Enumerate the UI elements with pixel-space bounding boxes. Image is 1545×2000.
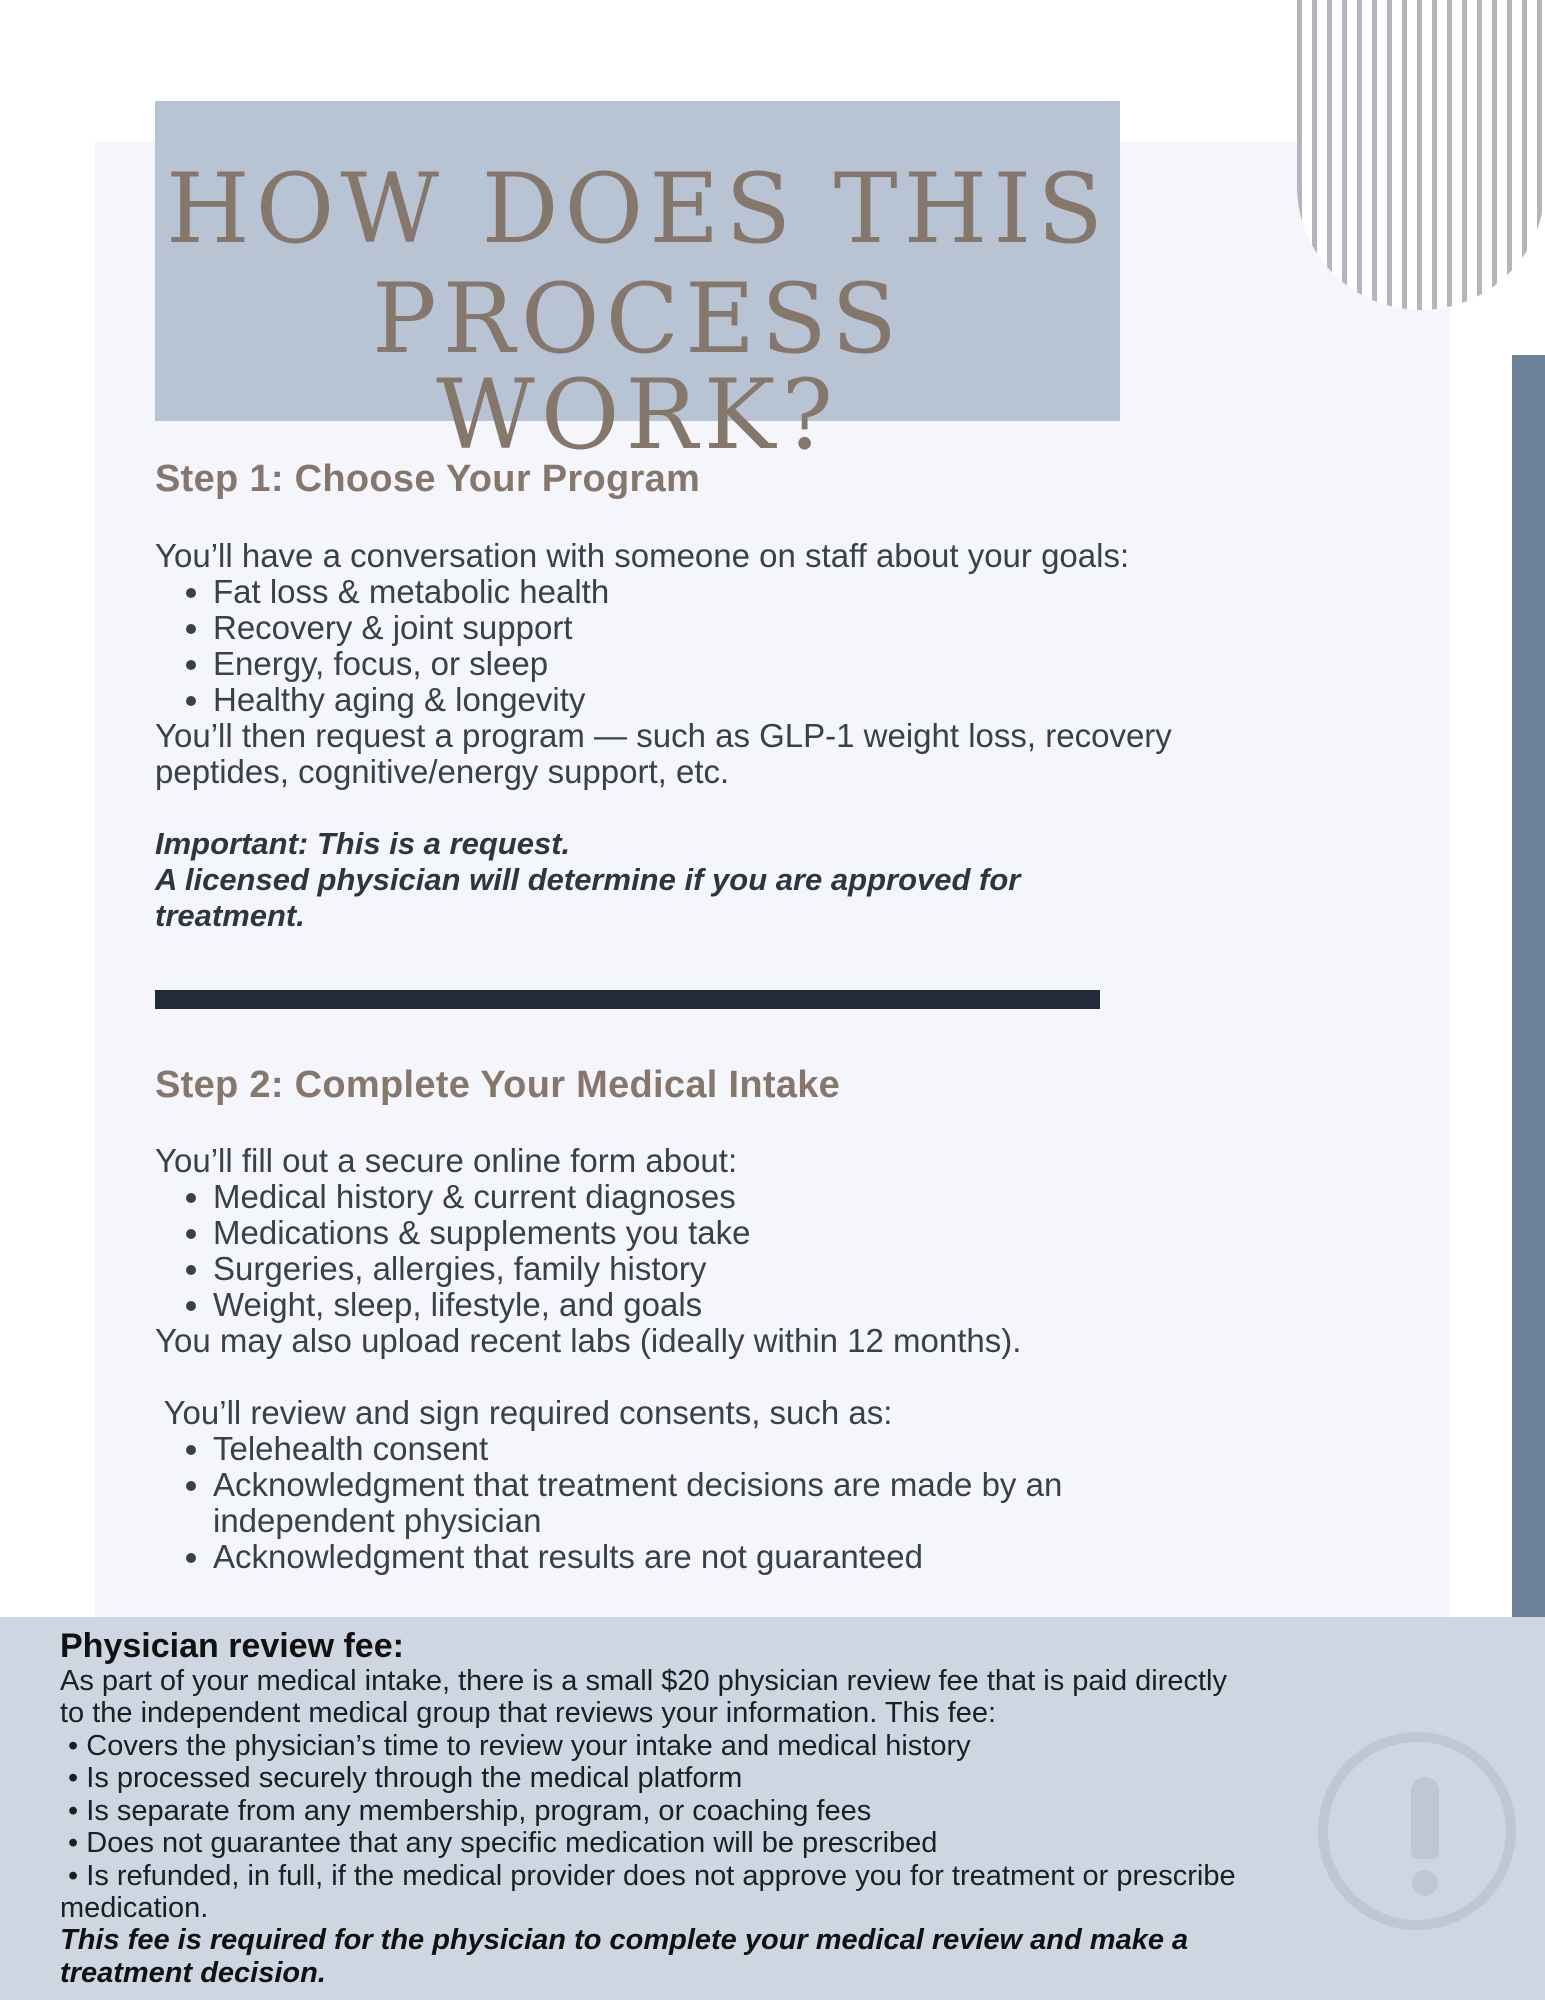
list-item: • Fat loss & metabolic health (213, 574, 609, 610)
step2-labs-note: You may also upload recent labs (ideally within 12 months). (155, 1322, 1022, 1359)
section-divider (155, 990, 1100, 1009)
list-item-text: Acknowledgment that treatment decisions are made by an (213, 1466, 1063, 1503)
step2-consents-intro: You’ll review and sign required consents, such as: (155, 1394, 893, 1431)
list-item: • Weight, sleep, lifestyle, and goals (213, 1287, 750, 1323)
fee-title: Physician review fee: (60, 1627, 404, 1665)
list-item: • Acknowledgment that results are not guaranteed (213, 1539, 1062, 1575)
fee-item: • Is processed securely through the medical platform (60, 1762, 743, 1794)
list-item (213, 1467, 1062, 1539)
side-accent-bar (1512, 355, 1545, 1620)
list-item: • Energy, focus, or sleep (213, 646, 609, 682)
step2-heading: Step 2: Complete Your Medical Intake (155, 1064, 841, 1106)
page-title-line-2: PROCESS WORK? (372, 263, 903, 471)
list-item: • Recovery & joint support (213, 610, 609, 646)
page-title-line-1: HOW DOES THIS (165, 153, 1110, 265)
fee-text-line-1: As part of your medical intake, there is a small $20 physician review fee that is paid directly (60, 1665, 1227, 1697)
fee-bold-line-1: This fee is required for the physician to complete your medical review and make a (60, 1924, 1189, 1956)
list-item: • Surgeries, allergies, family history (213, 1251, 750, 1287)
step1-outro-line-1: You’ll then request a program — such as GLP-1 weight loss, recovery (155, 717, 1172, 754)
fee-item-cont: medication. (60, 1892, 209, 1924)
step2-intro: You’ll fill out a secure online form about: (155, 1142, 738, 1179)
step1-intro: You’ll have a conversation with someone on staff about your goals: (155, 537, 1130, 574)
arch-stripes-decoration (1297, 0, 1545, 310)
fee-text-line-2: to the independent medical group that reviews your information. This fee: (60, 1697, 997, 1729)
physician-fee-box (0, 1617, 1545, 2000)
list-item: • Medical history & current diagnoses (213, 1179, 750, 1215)
step1-outro-line-2: peptides, cognitive/energy support, etc. (155, 753, 730, 790)
title-box (155, 101, 1120, 471)
step2-form-list (155, 1179, 750, 1323)
fee-bold-line-2: treatment decision. (60, 1957, 326, 1989)
list-item: • Telehealth consent (213, 1431, 1062, 1467)
list-item-text-cont: independent physician (213, 1502, 542, 1539)
important-note-line-2: A licensed physician will determine if you are approved for (155, 862, 1021, 897)
important-note-line-3: treatment. (155, 898, 305, 933)
step1-heading: Step 1: Choose Your Program (155, 458, 701, 500)
fee-item: • Is separate from any membership, program, or coaching fees (60, 1795, 872, 1827)
important-note-line-1: Important: This is a request. (155, 826, 571, 861)
fee-item: • Covers the physician’s time to review your intake and medical history (60, 1730, 971, 1762)
list-item: • Medications & supplements you take (213, 1215, 750, 1251)
fee-item: • Is refunded, in full, if the medical provider does not approve you for treatment or prescribe (60, 1860, 1236, 1892)
step1-goal-list (155, 574, 609, 718)
fee-item: • Does not guarantee that any specific medication will be prescribed (60, 1827, 938, 1859)
step2-consent-list (155, 1431, 1062, 1575)
list-item: • Healthy aging & longevity (213, 682, 609, 718)
